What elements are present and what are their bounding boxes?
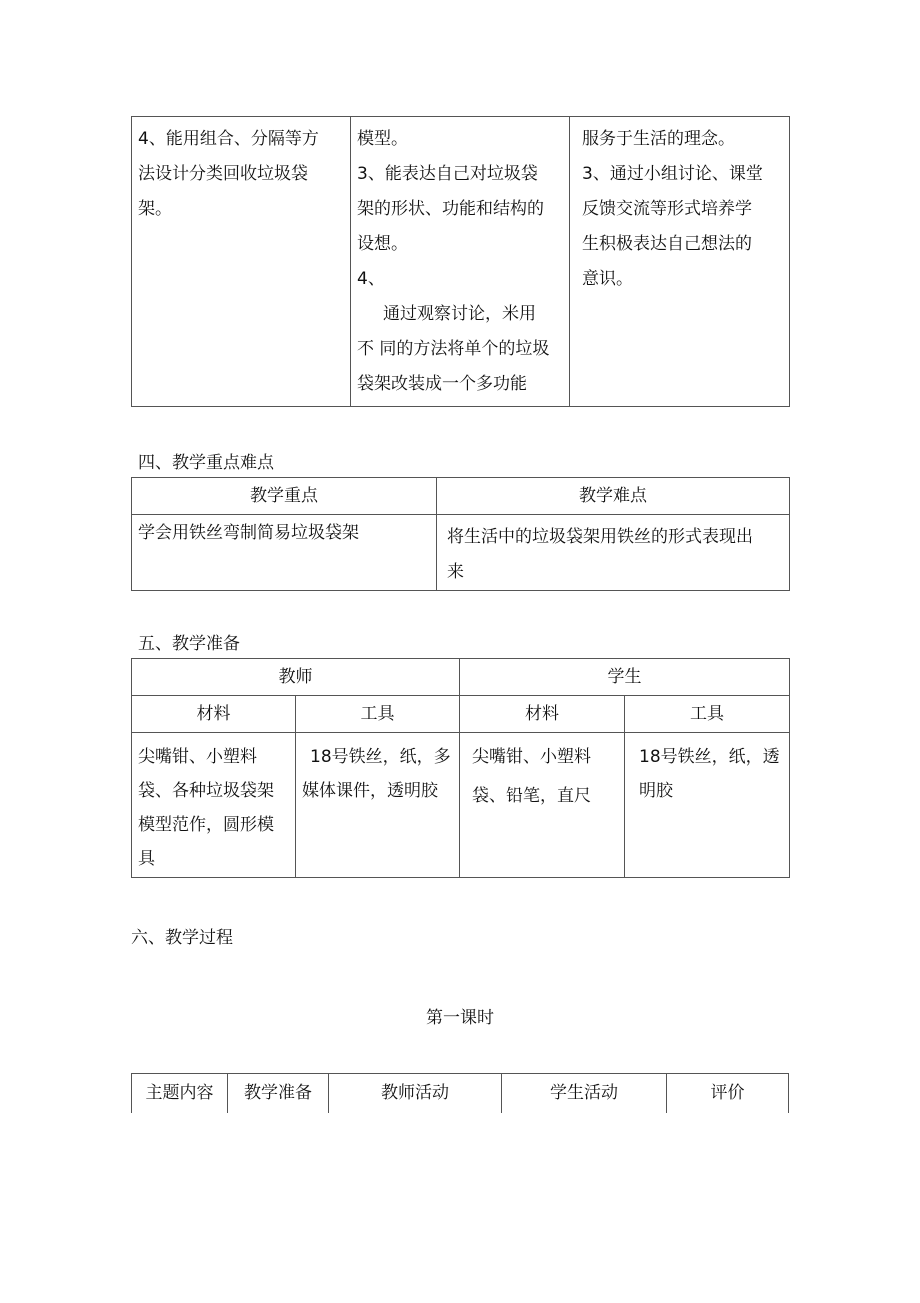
text-line: 模型。 xyxy=(357,129,408,149)
text-line: 服务于生活的理念。 xyxy=(582,129,735,149)
text-line: 18号铁丝，纸，透 xyxy=(639,747,780,767)
text-line: 袋、各种垃圾袋架 xyxy=(138,781,274,801)
key-point-cell xyxy=(132,515,437,591)
header-topic: 主题内容 xyxy=(145,1083,214,1103)
difficulty-header: 教学难点 xyxy=(437,478,790,515)
text-line: 设想。 xyxy=(357,234,408,254)
preparation-table xyxy=(131,658,790,878)
section5-heading: 五、教学准备 xyxy=(138,634,240,654)
section6-heading: 六、教学过程 xyxy=(131,928,233,948)
text-line: 袋架改装成一个多功能 xyxy=(357,374,527,394)
text-line: 3、能表达自己对垃圾袋 xyxy=(357,164,538,184)
objectives-cell-1 xyxy=(132,117,351,407)
teacher-materials-cell xyxy=(132,733,296,878)
teacher-header: 教师 xyxy=(132,659,460,696)
objectives-cell-3 xyxy=(570,117,790,407)
header-preparation: 教学准备 xyxy=(244,1083,312,1103)
text-line: 4、能用组合、分隔等方 xyxy=(138,129,319,149)
text-line: 架的形状、功能和结构的 xyxy=(357,199,544,219)
divider xyxy=(788,1074,789,1113)
text-line: 18号铁丝，纸，多 xyxy=(310,747,451,767)
process-table-header xyxy=(131,1073,789,1113)
text-line: 3、通过小组讨论、课堂 xyxy=(582,164,763,184)
key-points-table xyxy=(131,477,790,591)
text-line: 尖嘴钳、小塑料 xyxy=(138,747,257,767)
text-line: 模型范作，圆形模 xyxy=(138,815,274,835)
teacher-tools-cell xyxy=(296,733,460,878)
text-line: 袋、铅笔，直尺 xyxy=(472,786,591,806)
text-line: 具 xyxy=(138,849,155,869)
text-line: 将生活中的垃圾袋架用铁丝的形式表现出 xyxy=(447,527,753,547)
student-header: 学生 xyxy=(460,659,790,696)
header-student-activity: 学生活动 xyxy=(550,1083,618,1103)
objectives-table xyxy=(131,116,790,407)
student-tools-cell xyxy=(625,733,790,878)
text-line: 反馈交流等形式培养学 xyxy=(582,199,752,219)
text-line: 来 xyxy=(447,562,464,582)
text-line: 意识。 xyxy=(582,269,633,289)
header-teacher-activity: 教师活动 xyxy=(381,1083,449,1103)
text-line: 学会用铁丝弯制简易垃圾袋架 xyxy=(138,523,359,543)
text-line: 架。 xyxy=(138,199,172,219)
header-evaluation: 评价 xyxy=(710,1083,745,1103)
student-materials-cell xyxy=(460,733,625,878)
objectives-cell-2 xyxy=(351,117,570,407)
teacher-tools-header: 工具 xyxy=(296,696,460,733)
text-line: 法设计分类回收垃圾袋 xyxy=(138,164,308,184)
text-line: 通过观察讨论，米用 xyxy=(383,304,536,324)
text-line: 4、 xyxy=(357,269,385,289)
text-line: 生积极表达自己想法的 xyxy=(582,234,752,254)
student-materials-header: 材料 xyxy=(460,696,625,733)
teacher-materials-header: 材料 xyxy=(132,696,296,733)
key-point-header: 教学重点 xyxy=(132,478,437,515)
difficulty-cell xyxy=(437,515,790,591)
text-line: 媒体课件，透明胶 xyxy=(302,781,438,801)
section4-heading: 四、教学重点难点 xyxy=(138,453,274,473)
lesson-title: 第一课时 xyxy=(426,1008,494,1028)
text-line: 尖嘴钳、小塑料 xyxy=(472,747,591,767)
student-tools-header: 工具 xyxy=(625,696,790,733)
text-line: 不 同的方法将单个的垃圾 xyxy=(357,339,550,359)
text-line: 明胶 xyxy=(639,781,673,801)
